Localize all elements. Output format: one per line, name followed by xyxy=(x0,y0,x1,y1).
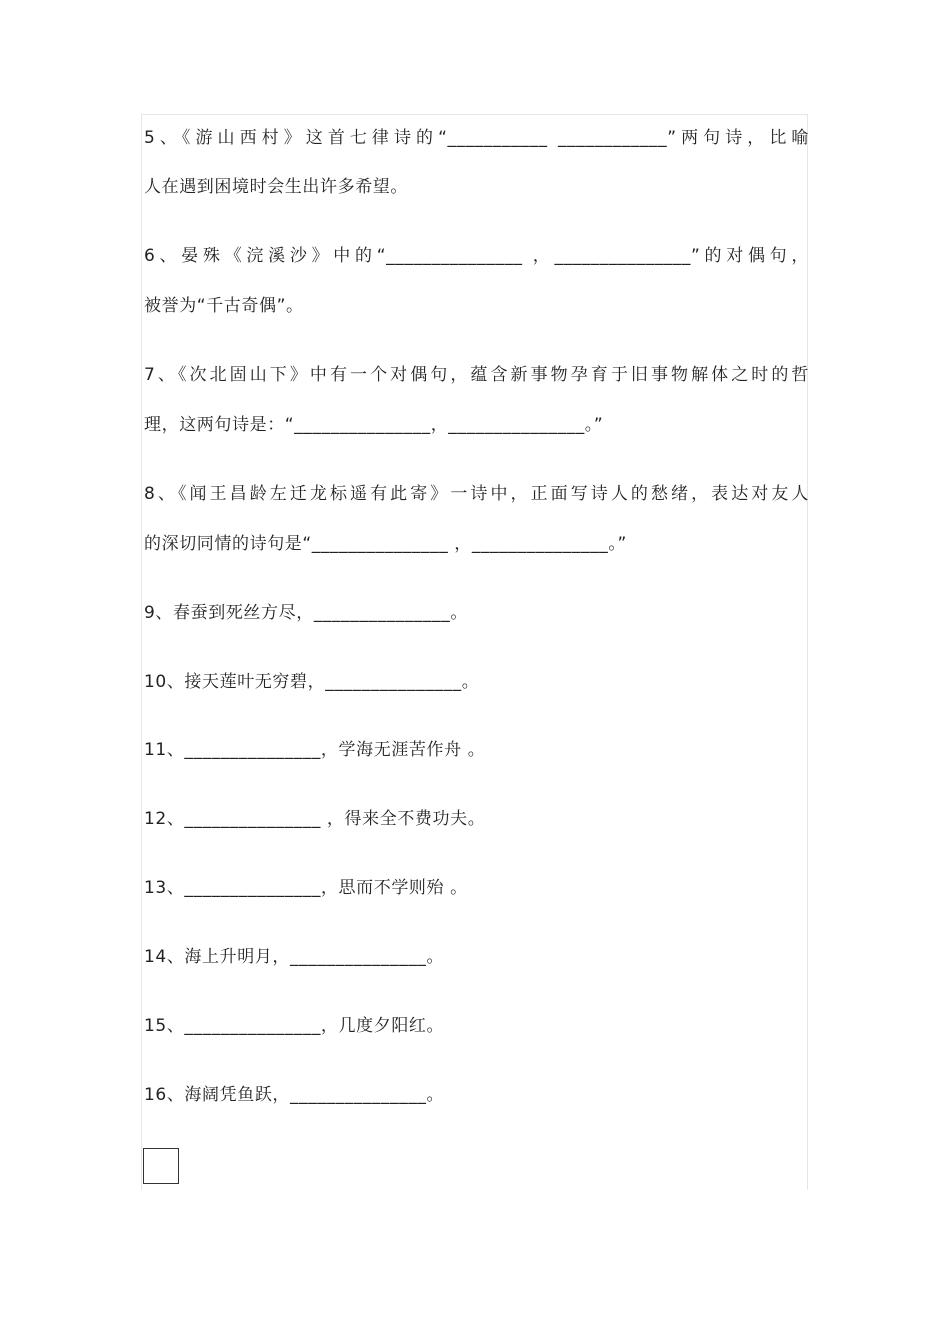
question-7-line-2: 理，这两句诗是：“_______________，_______________。” xyxy=(144,415,604,435)
question-8-line-2: 的深切同情的诗句是“_______________ ，_______________。” xyxy=(144,534,627,554)
question-11: 11、_______________，学海无涯苦作舟 。 xyxy=(144,740,486,760)
checkbox[interactable] xyxy=(143,1148,179,1184)
question-14: 14、海上升明月，_______________。 xyxy=(144,947,445,967)
question-15: 15、_______________，几度夕阳红。 xyxy=(144,1016,445,1036)
question-6-line-1: 6、晏殊《浣溪沙》中的“_______________ ，_______________”的对偶句， xyxy=(144,246,809,266)
question-7-line-1: 7、《次北固山下》中有一个对偶句，蕴含新事物孕育于旧事物解体之时的哲 xyxy=(144,365,809,385)
question-16: 16、海阔凭鱼跃，_______________。 xyxy=(144,1085,445,1105)
question-9: 9、春蚕到死丝方尽，_______________。 xyxy=(144,603,468,623)
question-6-line-2: 被誉为“千古奇偶”。 xyxy=(144,296,304,316)
question-12: 12、_______________ ，得来全不费功夫。 xyxy=(144,809,486,829)
question-5-line-2: 人在遇到困境时会生出许多希望。 xyxy=(144,177,408,197)
question-5-line-1: 5、《游山西村》这首七律诗的“___________ ____________”两句诗，比喻 xyxy=(144,128,809,148)
question-13: 13、_______________，思而不学则殆 。 xyxy=(144,878,468,898)
question-10: 10、接天莲叶无穷碧，_______________。 xyxy=(144,672,480,692)
question-8-line-1: 8、《闻王昌龄左迁龙标遥有此寄》一诗中，正面写诗人的愁绪，表达对友人 xyxy=(144,484,809,504)
